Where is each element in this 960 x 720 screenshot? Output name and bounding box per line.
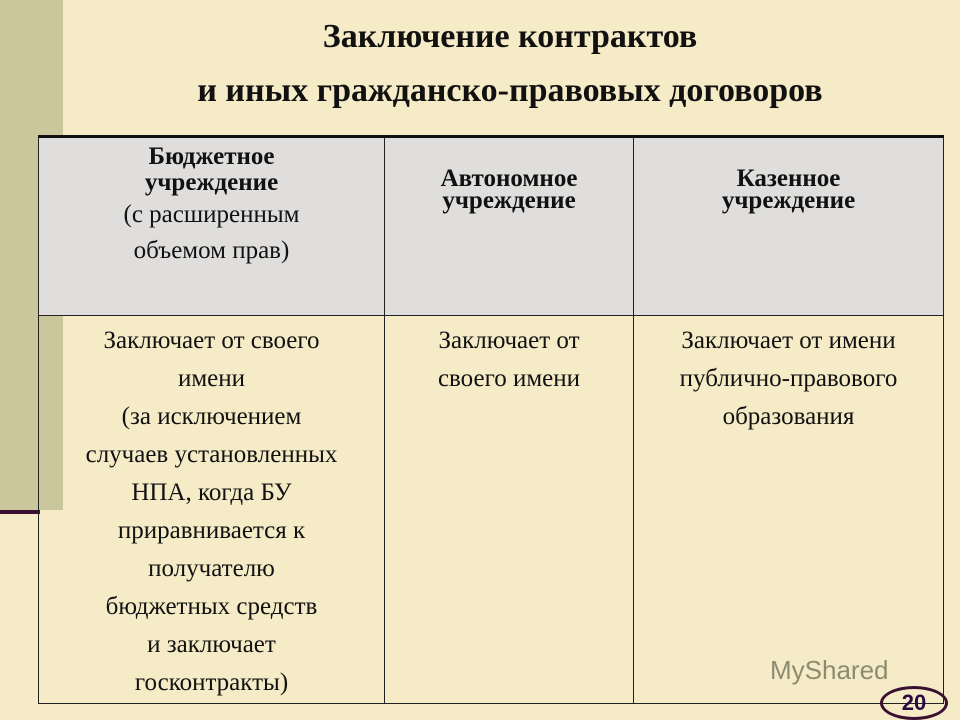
header-text: учреждение — [442, 187, 576, 214]
cell-text: получателю — [148, 555, 275, 582]
header-text: учреждение — [144, 169, 279, 196]
cell-budget — [39, 316, 385, 704]
cell-text: приравнивается к — [117, 517, 306, 544]
cell-text: НПА, когда БУ — [131, 479, 292, 506]
header-note: объемом прав) — [133, 237, 290, 264]
decorative-line — [0, 510, 40, 514]
cell-text: (за исключением — [121, 403, 302, 430]
header-treasury — [634, 137, 944, 316]
slide-title-line1: Заключение контрактов — [322, 18, 698, 55]
cell-text: Заключает от своего — [103, 327, 320, 354]
cell-text: и заключает — [147, 631, 276, 658]
slide-title-line2: и иных гражданско-правовых договоров — [197, 72, 823, 109]
cell-text: госконтракты) — [134, 669, 289, 696]
cell-treasury — [634, 316, 944, 704]
cell-text: случаев установленных — [85, 441, 338, 468]
cell-text: бюджетных средств — [105, 593, 318, 620]
cell-text: Заключает от — [438, 327, 580, 354]
header-text: учреждение — [721, 187, 856, 214]
cell-text: образования — [722, 403, 855, 430]
header-budget — [39, 137, 385, 316]
header-text: Бюджетное — [148, 143, 275, 170]
watermark-logo: MyShared — [770, 655, 889, 685]
header-text: Казенное — [736, 165, 841, 192]
cell-text: имени — [177, 365, 246, 392]
header-autonomous — [385, 137, 634, 316]
cell-text: своего имени — [437, 365, 581, 392]
header-text: Автономное — [440, 165, 578, 192]
page-number-badge: 20 — [880, 686, 948, 720]
cell-text: публично-правового — [679, 365, 898, 392]
header-note: (с расширенным — [123, 201, 300, 228]
cell-autonomous — [385, 316, 634, 704]
comparison-table — [38, 135, 944, 704]
cell-text: Заключает от имени — [681, 327, 896, 354]
